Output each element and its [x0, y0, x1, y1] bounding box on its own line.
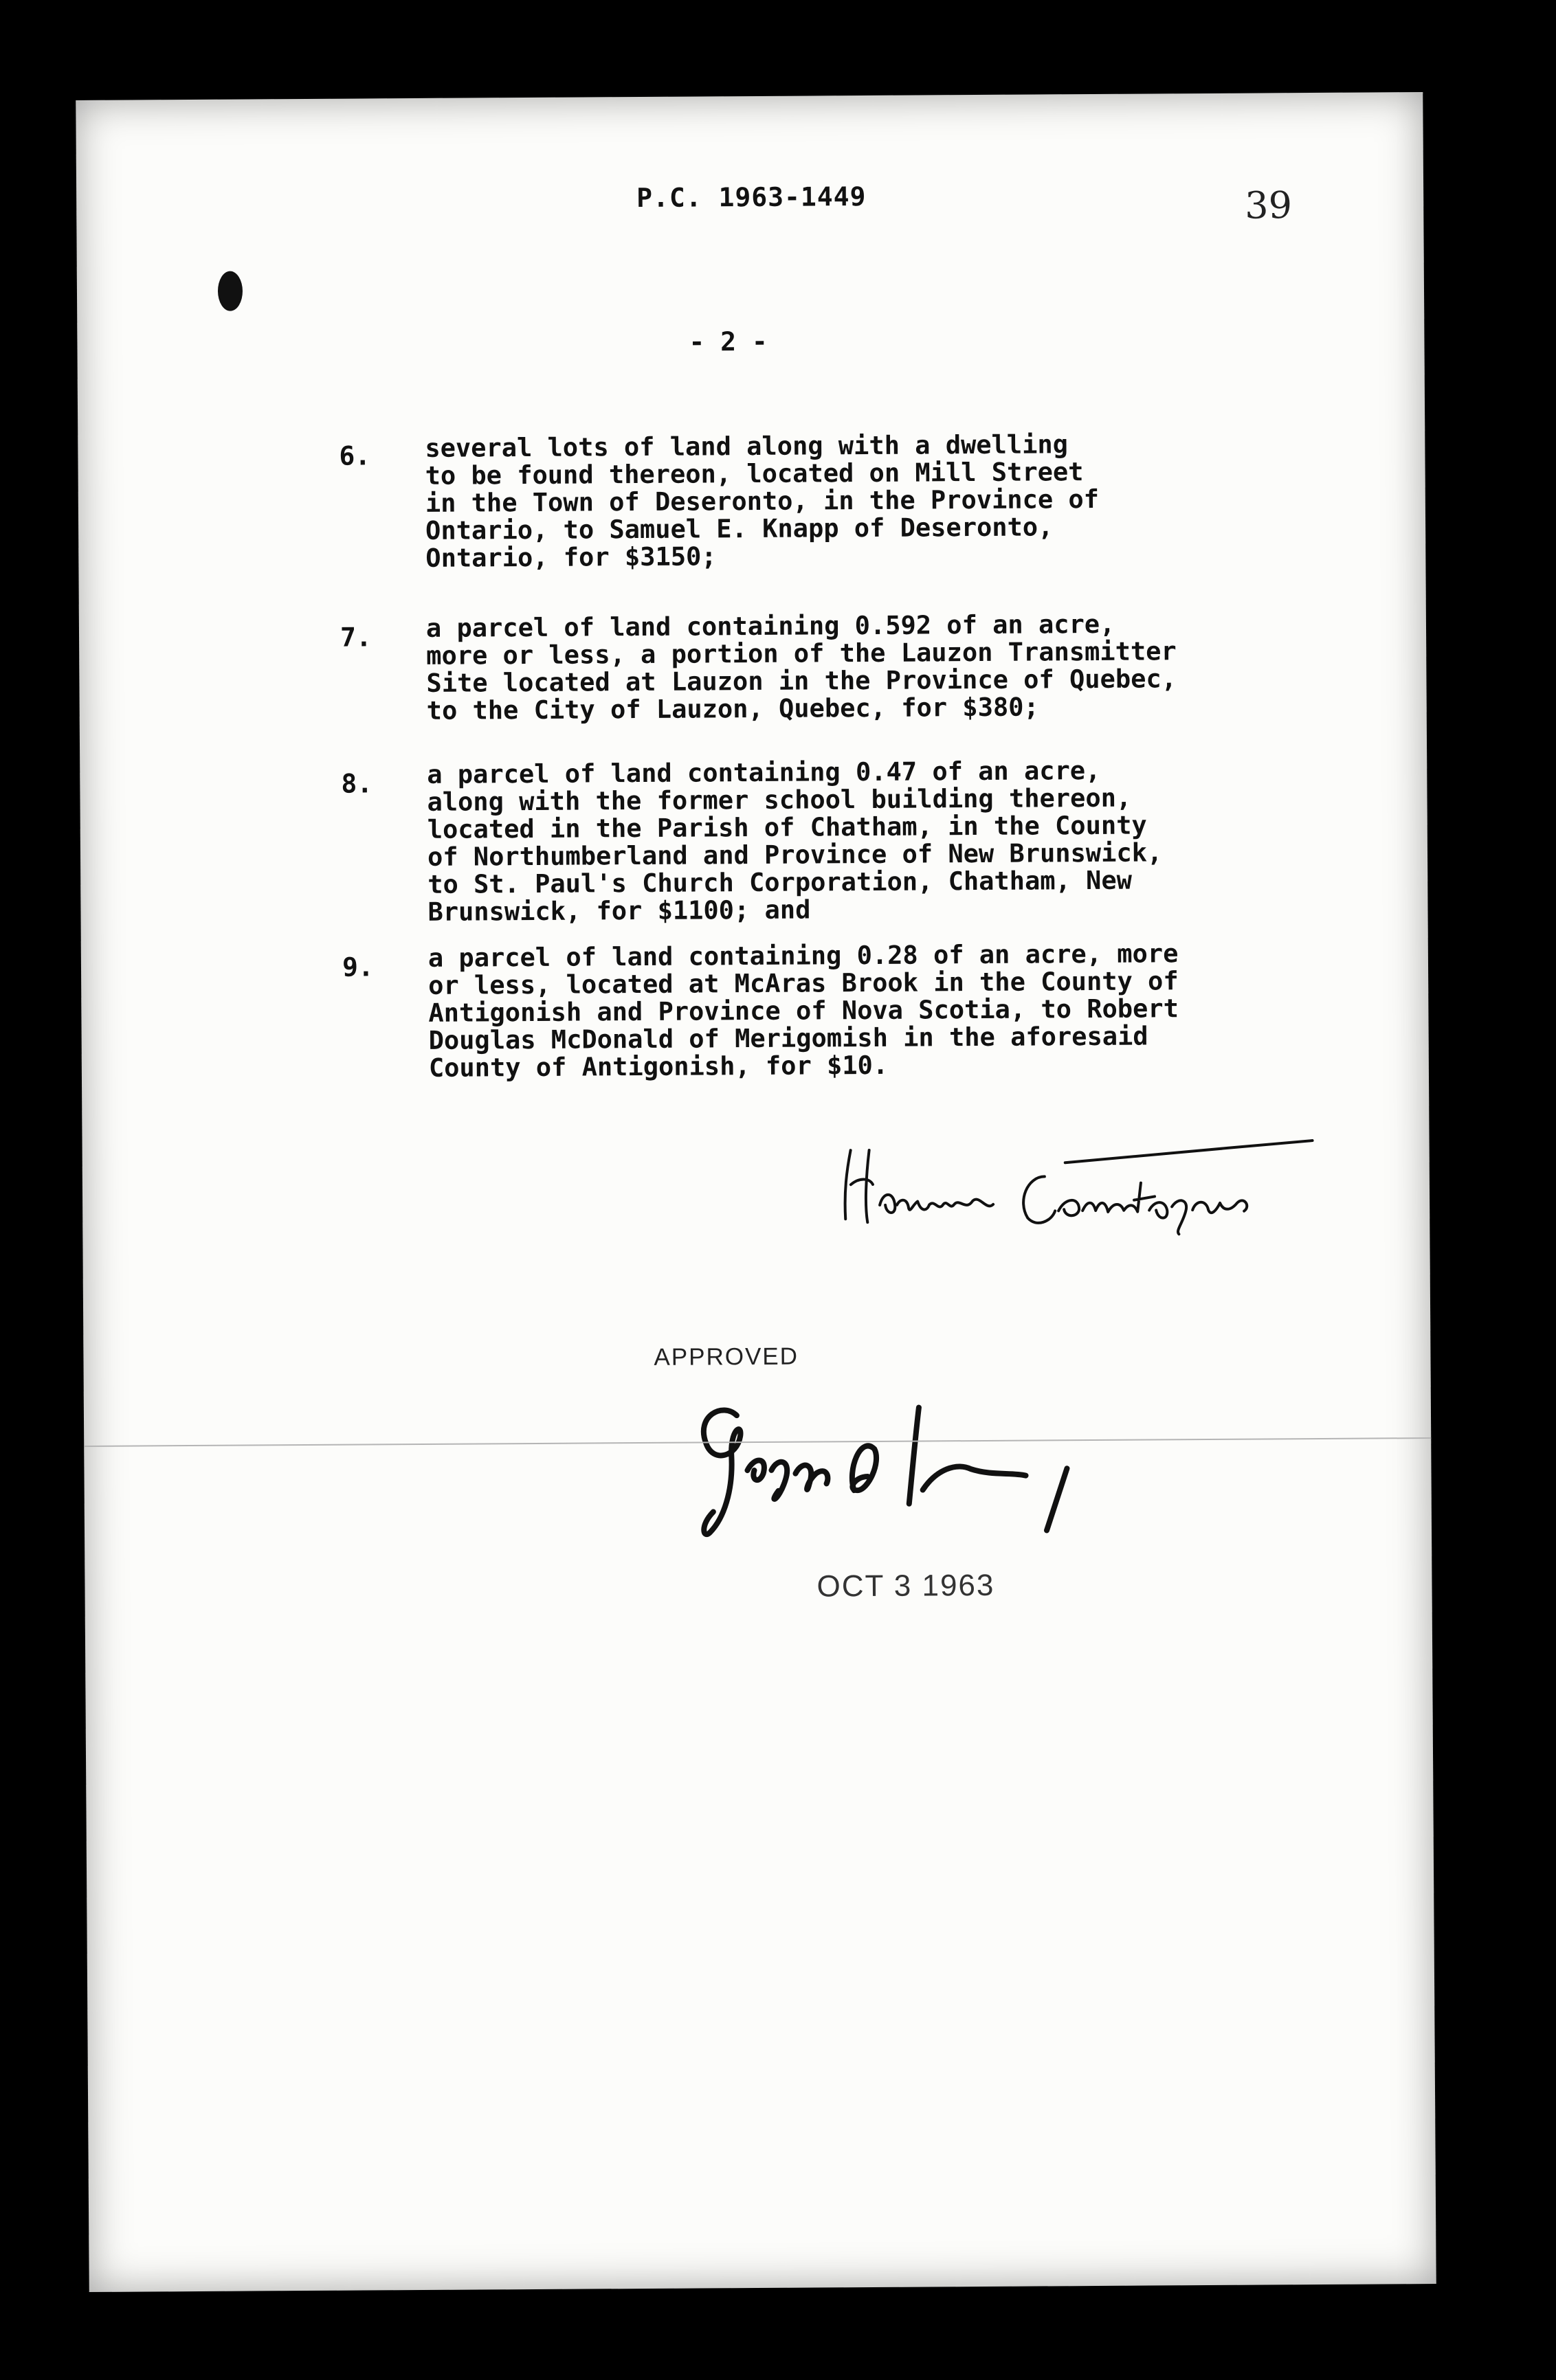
- item-line: to the City of Lauzon, Quebec, for $380;: [426, 692, 1039, 726]
- item-line: of Northumberland and Province of New Brunswick,: [427, 838, 1163, 872]
- item-line: Antigonish and Province of Nova Scotia, to Robert: [428, 993, 1179, 1028]
- item-line: a parcel of land containing 0.47 of an acre,: [427, 755, 1101, 789]
- item-line: or less, located at McAras Brook in the County of: [428, 966, 1179, 1000]
- item-number: 6.: [339, 440, 371, 471]
- item-line: along with the former school building thereon,: [427, 783, 1132, 817]
- item-line: Douglas McDonald of Merigomish in the aforesaid: [428, 1021, 1148, 1055]
- item-text: [427, 756, 1328, 926]
- page-stamp-number: 39: [1245, 183, 1293, 227]
- page-marker: - 2 -: [689, 326, 768, 357]
- item-line: to be found thereon, located on Mill Street: [425, 457, 1084, 491]
- approval-label: APPROVED: [654, 1343, 799, 1371]
- approval-signature: [682, 1386, 1109, 1553]
- item-text: [428, 939, 1329, 1082]
- item-text: [425, 429, 1326, 572]
- minister-signature: [832, 1134, 1327, 1239]
- item-line: County of Antigonish, for $10.: [428, 1050, 889, 1083]
- item-line: Ontario, to Samuel E. Knapp of Deseronto,: [425, 512, 1054, 546]
- list-item: [80, 755, 1427, 927]
- item-line: to St. Paul's Church Corporation, Chatham, New: [427, 865, 1133, 899]
- document-page: [76, 92, 1436, 2292]
- date-stamp: OCT 3 1963: [816, 1568, 995, 1604]
- item-number: 7.: [340, 622, 372, 653]
- list-item: [78, 429, 1425, 573]
- list-item: [79, 609, 1426, 726]
- item-line: more or less, a portion of the Lauzon Transmitter: [426, 636, 1177, 671]
- order-reference: P.C. 1963-1449: [636, 181, 867, 214]
- binder-hole: [218, 271, 243, 311]
- list-item: [81, 939, 1428, 1083]
- item-line: Site located at Lauzon in the Province of Quebec,: [426, 664, 1177, 698]
- item-text: [426, 609, 1327, 725]
- item-line: Brunswick, for $1100; and: [427, 895, 811, 927]
- item-line: Ontario, for $3150;: [425, 541, 717, 573]
- item-number: 8.: [341, 768, 373, 799]
- item-line: located in the Parish of Chatham, in the County: [427, 810, 1147, 844]
- item-line: a parcel of land containing 0.28 of an acre, more: [427, 939, 1179, 973]
- item-number: 9.: [342, 952, 374, 983]
- item-line: several lots of land along with a dwelling: [425, 429, 1069, 463]
- item-line: in the Town of Deseronto, in the Province of: [425, 484, 1100, 518]
- item-line: a parcel of land containing 0.592 of an acre,: [425, 609, 1115, 643]
